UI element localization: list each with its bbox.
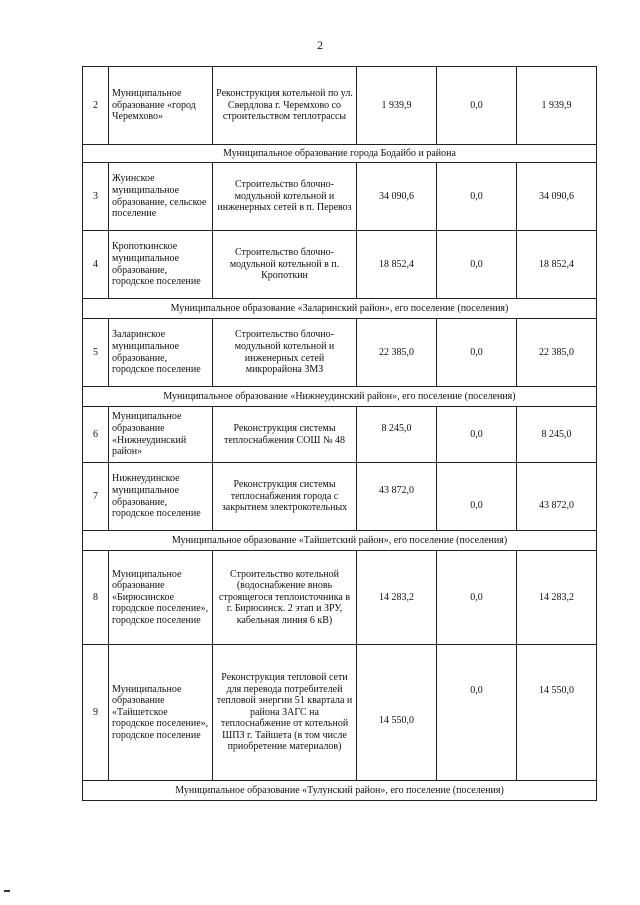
municipality-cell: Муниципальное образование «Нижнеудинский район» bbox=[109, 407, 213, 463]
object-cell: Реконструкция системы теплоснабжения СОШ № 48 bbox=[213, 407, 357, 463]
amount-regional-cell: 14 283,2 bbox=[517, 551, 597, 645]
amount-regional-cell: 14 550,0 bbox=[517, 645, 597, 781]
table-row bbox=[83, 407, 597, 463]
object-cell: Строительство котельной (водоснабжение вновь строящегося теплоисточника в г. Бирюсинск. 2 этап и ЗРУ, кабельная линия 6 кВ) bbox=[213, 551, 357, 645]
amount-regional-cell: 43 872,0 bbox=[517, 463, 597, 531]
object-cell: Строительство блочно-модульной котельной и инженерных сетей в п. Перевоз bbox=[213, 163, 357, 231]
amount-secondary-cell: 0,0 bbox=[437, 163, 517, 231]
amount-secondary-cell: 0,0 bbox=[437, 319, 517, 387]
amount-secondary-cell: 0,0 bbox=[437, 407, 517, 463]
amount-total-cell: 1 939,9 bbox=[357, 67, 437, 145]
municipality-cell: Муниципальное образование «Бирюсинское городское поселение», городское поселение bbox=[109, 551, 213, 645]
section-header-row bbox=[83, 531, 597, 551]
amount-total-cell: 14 283,2 bbox=[357, 551, 437, 645]
row-number: 9 bbox=[83, 645, 109, 781]
amount-total-cell: 34 090,6 bbox=[357, 163, 437, 231]
amount-secondary-cell: 0,0 bbox=[437, 645, 517, 781]
amount-total-cell: 18 852,4 bbox=[357, 231, 437, 299]
section-title: Муниципальное образование «Тайшетский район», его поселение (поселения) bbox=[83, 531, 597, 551]
amount-secondary-cell: 0,0 bbox=[437, 463, 517, 531]
amount-secondary-cell: 0,0 bbox=[437, 67, 517, 145]
amount-secondary-cell: 0,0 bbox=[437, 551, 517, 645]
section-header-row bbox=[83, 781, 597, 801]
municipality-cell: Жуинское муниципальное образование, сельское поселение bbox=[109, 163, 213, 231]
amount-regional-cell: 8 245,0 bbox=[517, 407, 597, 463]
budget-table bbox=[82, 66, 597, 801]
section-title: Муниципальное образование «Тулунский район», его поселение (поселения) bbox=[83, 781, 597, 801]
amount-total-cell: 8 245,0 bbox=[357, 407, 437, 463]
object-cell: Строительство блочно-модульной котельной и инженерных сетей микрорайона ЗМЗ bbox=[213, 319, 357, 387]
table-row bbox=[83, 645, 597, 781]
municipality-cell: Заларинское муниципальное образование, городское поселение bbox=[109, 319, 213, 387]
row-number: 4 bbox=[83, 231, 109, 299]
table-row bbox=[83, 231, 597, 299]
municipality-cell: Муниципальное образование «город Черемхово» bbox=[109, 67, 213, 145]
table-row bbox=[83, 67, 597, 145]
object-cell: Реконструкция тепловой сети для перевода потребителей тепловой энергии 51 квартала и района ЗАГС на теплоснабжение от котельной ШПЗ г. Тайшета (в том числе приобретение материалов) bbox=[213, 645, 357, 781]
section-header-row bbox=[83, 387, 597, 407]
municipality-cell: Кропоткинское муниципальное образование, городское поселение bbox=[109, 231, 213, 299]
object-cell: Реконструкция котельной по ул. Свердлова г. Черемхово со строительством теплотрассы bbox=[213, 67, 357, 145]
section-title: Муниципальное образование города Бодайбо и района bbox=[83, 145, 597, 163]
table-row bbox=[83, 319, 597, 387]
section-header-row bbox=[83, 145, 597, 163]
row-number: 2 bbox=[83, 67, 109, 145]
amount-total-cell: 43 872,0 bbox=[357, 463, 437, 531]
amount-total-cell: 14 550,0 bbox=[357, 645, 437, 781]
row-number: 6 bbox=[83, 407, 109, 463]
amount-regional-cell: 34 090,6 bbox=[517, 163, 597, 231]
section-title: Муниципальное образование «Нижнеудинский район», его поселение (поселения) bbox=[83, 387, 597, 407]
municipality-cell: Нижнеудинское муниципальное образование, городское поселение bbox=[109, 463, 213, 531]
table-row bbox=[83, 163, 597, 231]
object-cell: Строительство блочно-модульной котельной в п. Кропоткин bbox=[213, 231, 357, 299]
table-row bbox=[83, 551, 597, 645]
object-cell: Реконструкция системы теплоснабжения города с закрытием электрокотельных bbox=[213, 463, 357, 531]
section-title: Муниципальное образование «Заларинский район», его поселение (поселения) bbox=[83, 299, 597, 319]
row-number: 3 bbox=[83, 163, 109, 231]
municipality-cell: Муниципальное образование «Тайшетское городское поселение», городское поселение bbox=[109, 645, 213, 781]
section-header-row bbox=[83, 299, 597, 319]
scan-edge-mark bbox=[4, 890, 10, 892]
row-number: 8 bbox=[83, 551, 109, 645]
amount-secondary-cell: 0,0 bbox=[437, 231, 517, 299]
page-number: 2 bbox=[317, 38, 323, 52]
amount-total-cell: 22 385,0 bbox=[357, 319, 437, 387]
row-number: 5 bbox=[83, 319, 109, 387]
amount-regional-cell: 1 939,9 bbox=[517, 67, 597, 145]
amount-regional-cell: 18 852,4 bbox=[517, 231, 597, 299]
amount-regional-cell: 22 385,0 bbox=[517, 319, 597, 387]
row-number: 7 bbox=[83, 463, 109, 531]
table-row bbox=[83, 463, 597, 531]
